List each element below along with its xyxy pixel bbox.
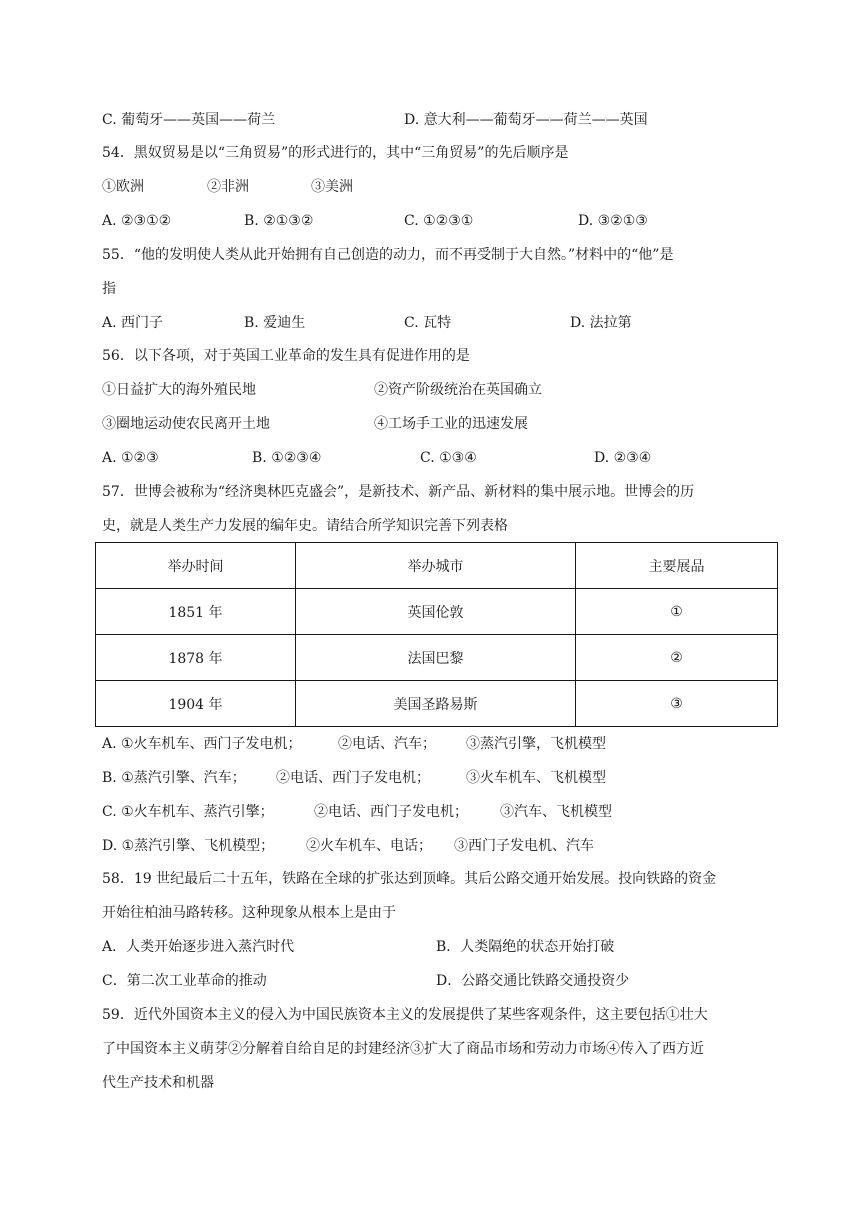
q56-option-c: C. ①③④ <box>420 450 477 466</box>
expo-table <box>95 542 778 727</box>
q55-option-d: D. 法拉第 <box>570 315 632 331</box>
q54-option-b: B. ②①③② <box>244 213 314 229</box>
q54-stem: 54．黑奴贸易是以“三角贸易”的形式进行的，其中“三角贸易”的先后顺序是 <box>102 145 569 161</box>
cell-time: 1878 年 <box>96 635 296 681</box>
q58-stem-line2: 开始往柏油马路转移。这种现象从根本上是由于 <box>102 905 396 921</box>
q55-option-c: C. 瓦特 <box>404 315 452 331</box>
q57-option-c-part3: ③汽车、飞机模型 <box>500 804 612 820</box>
q56-item-4: ④工场手工业的迅速发展 <box>374 416 528 432</box>
q56-item-3: ③圈地运动使农民离开土地 <box>102 416 270 432</box>
cell-city: 英国伦敦 <box>296 589 576 635</box>
cell-time: 1904 年 <box>96 681 296 727</box>
cell-exhibits: ③ <box>576 681 778 727</box>
q54-item-1: ①欧洲 <box>102 179 144 195</box>
table-row <box>96 589 778 635</box>
q54-option-a: A. ②③①② <box>102 213 172 229</box>
q54-option-c: C. ①②③① <box>404 213 474 229</box>
table-row <box>96 681 778 727</box>
q54-item-2: ②非洲 <box>207 179 249 195</box>
q58-option-b: B．人类隔绝的状态开始打破 <box>436 939 615 955</box>
q58-option-c: C．第二次工业革命的推动 <box>102 973 267 989</box>
table-header-row <box>96 543 778 589</box>
q57-option-b-part2: ②电话、西门子发电机； <box>276 770 430 786</box>
cell-city: 法国巴黎 <box>296 635 576 681</box>
q59-line3: 代生产技术和机器 <box>102 1075 214 1091</box>
q58-option-d: D．公路交通比铁路交通投资少 <box>436 973 630 989</box>
q56-option-b: B. ①②③④ <box>252 450 322 466</box>
q57-option-c-part2: ②电话、西门子发电机； <box>314 804 468 820</box>
q55-stem-line2: 指 <box>102 281 116 297</box>
q57-option-c-part1: C. ①火车机车、蒸汽引擎； <box>102 804 274 820</box>
q58-stem-line1: 58．19 世纪最后二十五年，铁路在全球的扩张达到顶峰。其后公路交通开始发展。投向铁路的资金 <box>102 871 717 887</box>
cell-exhibits: ① <box>576 589 778 635</box>
q58-option-a: A．人类开始逐步进入蒸汽时代 <box>102 939 295 955</box>
q54-item-3: ③美洲 <box>311 179 353 195</box>
header-city: 举办城市 <box>296 543 576 589</box>
q57-stem-line1: 57．世博会被称为“经济奥林匹克盛会”，是新技术、新产品、新材料的集中展示地。世博会的历 <box>102 484 695 500</box>
q57-option-a-part3: ③蒸汽引擎，飞机模型 <box>466 736 606 752</box>
q56-option-a: A. ①②③ <box>102 450 159 466</box>
cell-exhibits: ② <box>576 635 778 681</box>
q57-option-b-part3: ③火车机车、飞机模型 <box>466 770 606 786</box>
q57-option-d-part3: ③西门子发电机、汽车 <box>454 838 594 854</box>
cell-city: 美国圣路易斯 <box>296 681 576 727</box>
q57-option-b-part1: B. ①蒸汽引擎、汽车； <box>102 770 246 786</box>
q53-option-d: D. 意大利——葡萄牙——荷兰——英国 <box>404 112 648 128</box>
table-row <box>96 635 778 681</box>
q55-stem-line1: 55．“他的发明使人类从此开始拥有自己创造的动力，而不再受制于大自然。”材料中的“他”是 <box>102 247 674 263</box>
q57-option-d-part2: ②火车机车、电话； <box>306 838 432 854</box>
q57-option-a-part2: ②电话、汽车； <box>338 736 436 752</box>
header-exhibits: 主要展品 <box>576 543 778 589</box>
q59-line2: 了中国资本主义萌芽②分解着自给自足的封建经济③扩大了商品市场和劳动力市场④传入了西方近 <box>102 1041 704 1057</box>
q56-option-d: D. ②③④ <box>594 450 652 466</box>
q56-item-2: ②资产阶级统治在英国确立 <box>374 382 542 398</box>
q55-option-b: B. 爱迪生 <box>244 315 306 331</box>
q59-line1: 59．近代外国资本主义的侵入为中国民族资本主义的发展提供了某些客观条件，这主要包括①壮大 <box>102 1007 708 1023</box>
q53-option-c: C. 葡萄牙——英国——荷兰 <box>102 112 276 128</box>
q57-option-d-part1: D. ①蒸汽引擎、飞机模型； <box>102 838 275 854</box>
cell-time: 1851 年 <box>96 589 296 635</box>
q54-option-d: D. ③②①③ <box>578 213 648 229</box>
q57-stem-line2: 史，就是人类生产力发展的编年史。请结合所学知识完善下列表格 <box>102 518 508 534</box>
q55-option-a: A. 西门子 <box>102 315 164 331</box>
header-time: 举办时间 <box>96 543 296 589</box>
q57-option-a-part1: A. ①火车机车、西门子发电机； <box>102 736 302 752</box>
q56-stem: 56．以下各项，对于英国工业革命的发生具有促进作用的是 <box>102 348 470 364</box>
q56-item-1: ①日益扩大的海外殖民地 <box>102 382 256 398</box>
